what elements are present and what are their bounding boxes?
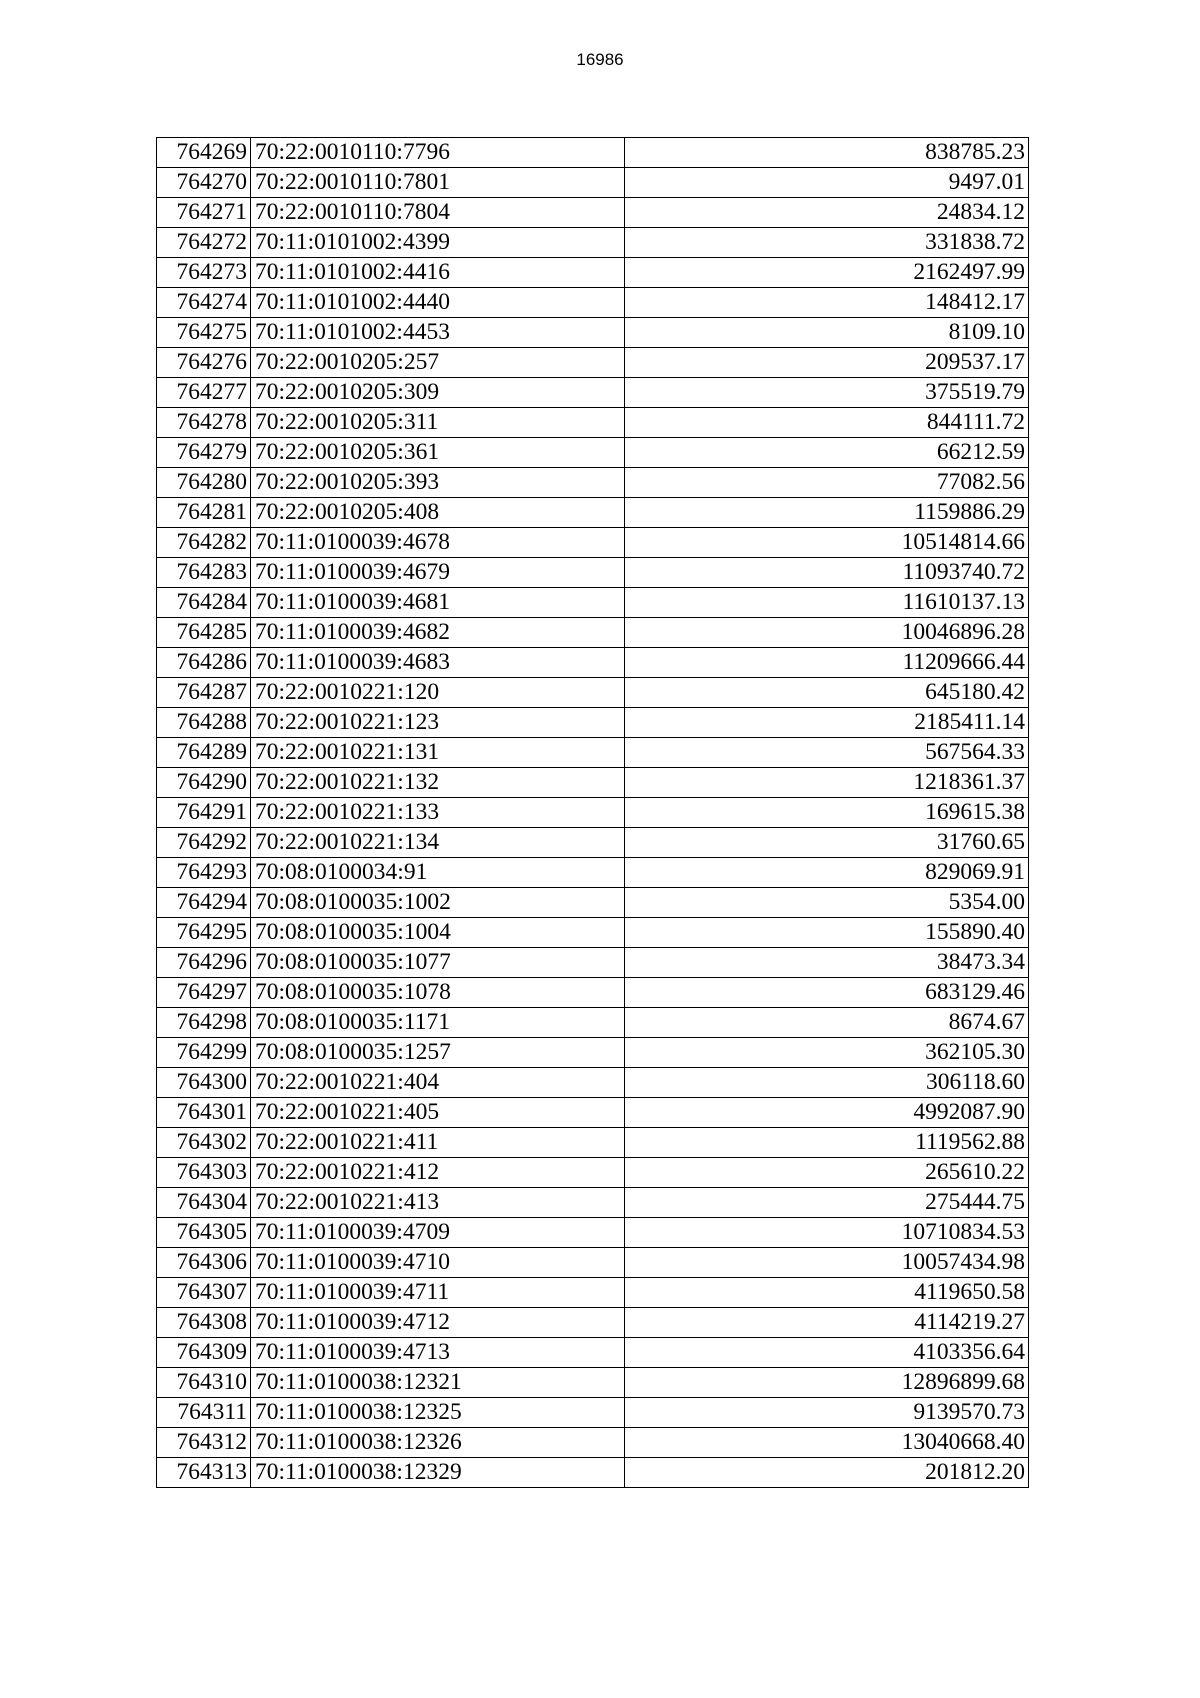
table-row — [157, 1158, 1029, 1188]
cadastral-number-cell: 70:08:0100035:1257 — [251, 1038, 625, 1068]
cadastral-value-cell: 11093740.72 — [625, 558, 1029, 588]
row-number-cell: 764288 — [157, 708, 251, 738]
table-row — [157, 588, 1029, 618]
row-number-cell: 764311 — [157, 1398, 251, 1428]
cadastral-value-cell: 201812.20 — [625, 1458, 1029, 1488]
cadastral-number-cell: 70:11:0100038:12329 — [251, 1458, 625, 1488]
cadastral-number-cell: 70:22:0010221:411 — [251, 1128, 625, 1158]
cadastral-number-cell: 70:11:0101002:4399 — [251, 228, 625, 258]
row-number-cell: 764289 — [157, 738, 251, 768]
cadastral-number-cell: 70:11:0100039:4711 — [251, 1278, 625, 1308]
table-row — [157, 828, 1029, 858]
cadastral-value-cell: 275444.75 — [625, 1188, 1029, 1218]
cadastral-number-cell: 70:22:0010205:393 — [251, 468, 625, 498]
cadastral-value-cell: 4119650.58 — [625, 1278, 1029, 1308]
cadastral-value-cell: 375519.79 — [625, 378, 1029, 408]
row-number-cell: 764291 — [157, 798, 251, 828]
table-row — [157, 798, 1029, 828]
cadastral-number-cell: 70:11:0100039:4681 — [251, 588, 625, 618]
row-number-cell: 764301 — [157, 1098, 251, 1128]
table-row — [157, 1368, 1029, 1398]
row-number-cell: 764284 — [157, 588, 251, 618]
row-number-cell: 764282 — [157, 528, 251, 558]
row-number-cell: 764295 — [157, 918, 251, 948]
cadastral-value-cell: 9139570.73 — [625, 1398, 1029, 1428]
cadastral-number-cell: 70:22:0010221:134 — [251, 828, 625, 858]
row-number-cell: 764298 — [157, 1008, 251, 1038]
cadastral-number-cell: 70:11:0100039:4679 — [251, 558, 625, 588]
cadastral-number-cell: 70:22:0010205:309 — [251, 378, 625, 408]
table-row — [157, 978, 1029, 1008]
cadastral-value-cell: 2162497.99 — [625, 258, 1029, 288]
cadastral-number-cell: 70:11:0100039:4713 — [251, 1338, 625, 1368]
cadastral-number-cell: 70:11:0100039:4683 — [251, 648, 625, 678]
cadastral-value-cell: 1159886.29 — [625, 498, 1029, 528]
cadastral-number-cell: 70:08:0100034:91 — [251, 858, 625, 888]
cadastral-value-cell: 5354.00 — [625, 888, 1029, 918]
cadastral-number-cell: 70:11:0100039:4709 — [251, 1218, 625, 1248]
cadastral-number-cell: 70:08:0100035:1077 — [251, 948, 625, 978]
cadastral-number-cell: 70:11:0100038:12325 — [251, 1398, 625, 1428]
table-row — [157, 228, 1029, 258]
table-row — [157, 1218, 1029, 1248]
row-number-cell: 764285 — [157, 618, 251, 648]
table-row — [157, 198, 1029, 228]
page-number: 16986 — [576, 50, 624, 69]
table-row — [157, 1098, 1029, 1128]
cadastral-number-cell: 70:22:0010221:404 — [251, 1068, 625, 1098]
cadastral-value-cell: 331838.72 — [625, 228, 1029, 258]
cadastral-value-cell: 77082.56 — [625, 468, 1029, 498]
table-row — [157, 378, 1029, 408]
cadastral-number-cell: 70:11:0101002:4440 — [251, 288, 625, 318]
row-number-cell: 764270 — [157, 168, 251, 198]
row-number-cell: 764312 — [157, 1428, 251, 1458]
table-row — [157, 408, 1029, 438]
cadastral-number-cell: 70:22:0010221:413 — [251, 1188, 625, 1218]
cadastral-value-cell: 8109.10 — [625, 318, 1029, 348]
cadastral-value-cell: 10057434.98 — [625, 1248, 1029, 1278]
cadastral-value-cell: 829069.91 — [625, 858, 1029, 888]
cadastral-number-cell: 70:08:0100035:1004 — [251, 918, 625, 948]
cadastral-value-table — [156, 137, 1029, 1488]
table-row — [157, 618, 1029, 648]
cadastral-value-cell: 12896899.68 — [625, 1368, 1029, 1398]
row-number-cell: 764271 — [157, 198, 251, 228]
row-number-cell: 764292 — [157, 828, 251, 858]
row-number-cell: 764272 — [157, 228, 251, 258]
table-row — [157, 1308, 1029, 1338]
cadastral-value-cell: 13040668.40 — [625, 1428, 1029, 1458]
cadastral-number-cell: 70:22:0010110:7801 — [251, 168, 625, 198]
row-number-cell: 764299 — [157, 1038, 251, 1068]
cadastral-value-cell: 11209666.44 — [625, 648, 1029, 678]
row-number-cell: 764279 — [157, 438, 251, 468]
cadastral-value-cell: 10514814.66 — [625, 528, 1029, 558]
table-row — [157, 1248, 1029, 1278]
table-row — [157, 288, 1029, 318]
table-row — [157, 168, 1029, 198]
cadastral-number-cell: 70:22:0010221:412 — [251, 1158, 625, 1188]
table-row — [157, 258, 1029, 288]
cadastral-value-cell: 8674.67 — [625, 1008, 1029, 1038]
row-number-cell: 764286 — [157, 648, 251, 678]
row-number-cell: 764310 — [157, 1368, 251, 1398]
row-number-cell: 764308 — [157, 1308, 251, 1338]
row-number-cell: 764281 — [157, 498, 251, 528]
row-number-cell: 764278 — [157, 408, 251, 438]
cadastral-value-cell: 4992087.90 — [625, 1098, 1029, 1128]
table-row — [157, 1428, 1029, 1458]
table-row — [157, 918, 1029, 948]
cadastral-value-cell: 11610137.13 — [625, 588, 1029, 618]
cadastral-value-cell: 169615.38 — [625, 798, 1029, 828]
row-number-cell: 764305 — [157, 1218, 251, 1248]
cadastral-value-cell: 838785.23 — [625, 138, 1029, 168]
cadastral-number-cell: 70:22:0010221:405 — [251, 1098, 625, 1128]
cadastral-number-cell: 70:22:0010205:408 — [251, 498, 625, 528]
table-row — [157, 708, 1029, 738]
row-number-cell: 764304 — [157, 1188, 251, 1218]
row-number-cell: 764269 — [157, 138, 251, 168]
cadastral-number-cell: 70:11:0100039:4710 — [251, 1248, 625, 1278]
table-row — [157, 1398, 1029, 1428]
row-number-cell: 764307 — [157, 1278, 251, 1308]
cadastral-value-cell: 155890.40 — [625, 918, 1029, 948]
cadastral-number-cell: 70:22:0010205:311 — [251, 408, 625, 438]
cadastral-value-cell: 9497.01 — [625, 168, 1029, 198]
row-number-cell: 764293 — [157, 858, 251, 888]
table-body — [157, 138, 1029, 1488]
table-row — [157, 1338, 1029, 1368]
table-row — [157, 498, 1029, 528]
row-number-cell: 764280 — [157, 468, 251, 498]
table-row — [157, 1458, 1029, 1488]
cadastral-value-cell: 10710834.53 — [625, 1218, 1029, 1248]
row-number-cell: 764277 — [157, 378, 251, 408]
table-row — [157, 1038, 1029, 1068]
table-row — [157, 558, 1029, 588]
cadastral-number-cell: 70:11:0100039:4712 — [251, 1308, 625, 1338]
table-row — [157, 648, 1029, 678]
cadastral-value-cell: 66212.59 — [625, 438, 1029, 468]
table-row — [157, 1188, 1029, 1218]
table-row — [157, 768, 1029, 798]
table-row — [157, 1278, 1029, 1308]
cadastral-value-cell: 10046896.28 — [625, 618, 1029, 648]
cadastral-value-cell: 362105.30 — [625, 1038, 1029, 1068]
table-row — [157, 1008, 1029, 1038]
row-number-cell: 764309 — [157, 1338, 251, 1368]
row-number-cell: 764300 — [157, 1068, 251, 1098]
cadastral-value-cell: 38473.34 — [625, 948, 1029, 978]
table-row — [157, 1128, 1029, 1158]
row-number-cell: 764294 — [157, 888, 251, 918]
row-number-cell: 764296 — [157, 948, 251, 978]
cadastral-number-cell: 70:08:0100035:1171 — [251, 1008, 625, 1038]
table-row — [157, 1068, 1029, 1098]
row-number-cell: 764287 — [157, 678, 251, 708]
cadastral-number-cell: 70:11:0101002:4453 — [251, 318, 625, 348]
cadastral-number-cell: 70:08:0100035:1078 — [251, 978, 625, 1008]
table-row — [157, 318, 1029, 348]
cadastral-value-cell: 2185411.14 — [625, 708, 1029, 738]
table-row — [157, 468, 1029, 498]
cadastral-value-cell: 844111.72 — [625, 408, 1029, 438]
cadastral-value-cell: 306118.60 — [625, 1068, 1029, 1098]
cadastral-value-cell: 265610.22 — [625, 1158, 1029, 1188]
cadastral-number-cell: 70:22:0010221:120 — [251, 678, 625, 708]
cadastral-number-cell: 70:22:0010221:123 — [251, 708, 625, 738]
cadastral-value-cell: 4114219.27 — [625, 1308, 1029, 1338]
row-number-cell: 764276 — [157, 348, 251, 378]
row-number-cell: 764274 — [157, 288, 251, 318]
table-row — [157, 888, 1029, 918]
cadastral-value-cell: 148412.17 — [625, 288, 1029, 318]
row-number-cell: 764306 — [157, 1248, 251, 1278]
cadastral-number-cell: 70:22:0010221:131 — [251, 738, 625, 768]
cadastral-value-cell: 1218361.37 — [625, 768, 1029, 798]
row-number-cell: 764297 — [157, 978, 251, 1008]
table-row — [157, 858, 1029, 888]
row-number-cell: 764275 — [157, 318, 251, 348]
table-row — [157, 438, 1029, 468]
table-row — [157, 348, 1029, 378]
row-number-cell: 764283 — [157, 558, 251, 588]
table-row — [157, 138, 1029, 168]
cadastral-value-cell: 24834.12 — [625, 198, 1029, 228]
cadastral-value-cell: 567564.33 — [625, 738, 1029, 768]
cadastral-number-cell: 70:11:0100039:4678 — [251, 528, 625, 558]
cadastral-value-cell: 1119562.88 — [625, 1128, 1029, 1158]
cadastral-number-cell: 70:22:0010205:257 — [251, 348, 625, 378]
row-number-cell: 764290 — [157, 768, 251, 798]
cadastral-value-cell: 209537.17 — [625, 348, 1029, 378]
table-row — [157, 528, 1029, 558]
cadastral-number-cell: 70:11:0100039:4682 — [251, 618, 625, 648]
cadastral-value-cell: 645180.42 — [625, 678, 1029, 708]
cadastral-number-cell: 70:11:0100038:12326 — [251, 1428, 625, 1458]
table-row — [157, 678, 1029, 708]
cadastral-number-cell: 70:08:0100035:1002 — [251, 888, 625, 918]
cadastral-number-cell: 70:22:0010221:132 — [251, 768, 625, 798]
row-number-cell: 764313 — [157, 1458, 251, 1488]
cadastral-number-cell: 70:22:0010110:7804 — [251, 198, 625, 228]
row-number-cell: 764303 — [157, 1158, 251, 1188]
cadastral-number-cell: 70:11:0100038:12321 — [251, 1368, 625, 1398]
cadastral-number-cell: 70:11:0101002:4416 — [251, 258, 625, 288]
cadastral-value-cell: 4103356.64 — [625, 1338, 1029, 1368]
cadastral-number-cell: 70:22:0010205:361 — [251, 438, 625, 468]
row-number-cell: 764302 — [157, 1128, 251, 1158]
cadastral-value-cell: 31760.65 — [625, 828, 1029, 858]
table-row — [157, 738, 1029, 768]
table-row — [157, 948, 1029, 978]
row-number-cell: 764273 — [157, 258, 251, 288]
cadastral-number-cell: 70:22:0010110:7796 — [251, 138, 625, 168]
cadastral-value-cell: 683129.46 — [625, 978, 1029, 1008]
cadastral-number-cell: 70:22:0010221:133 — [251, 798, 625, 828]
